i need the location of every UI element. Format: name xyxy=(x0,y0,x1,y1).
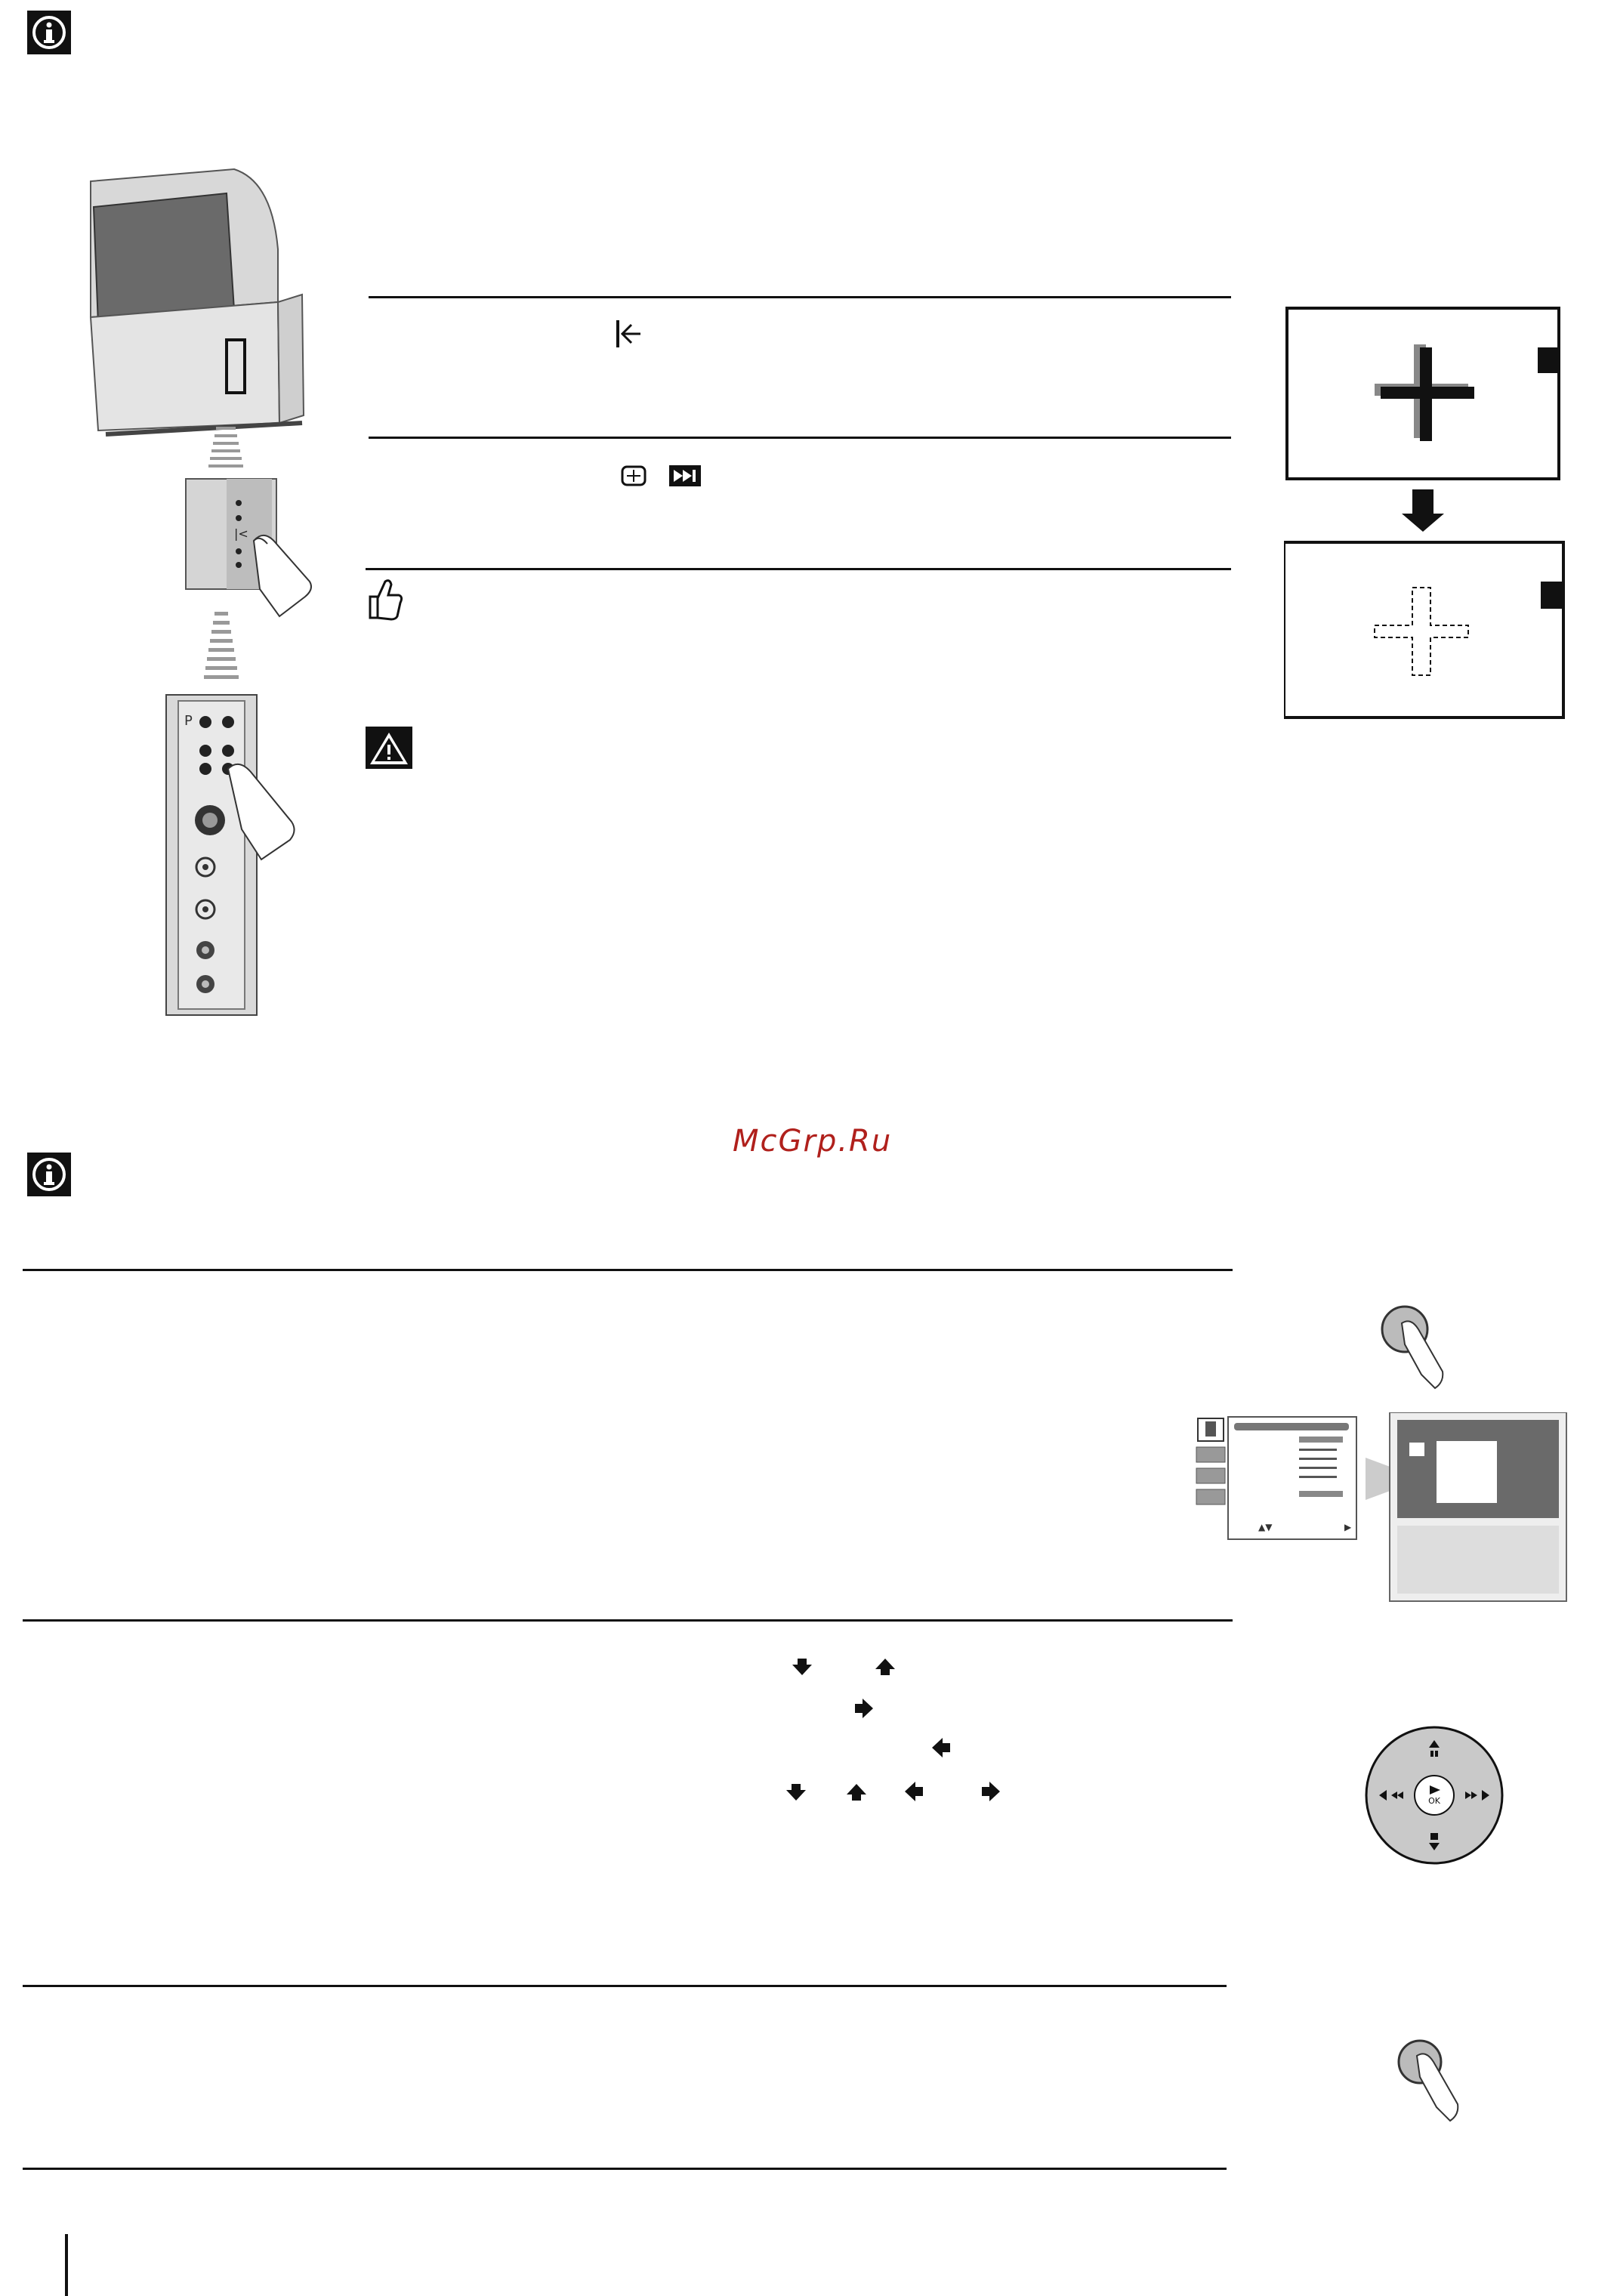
ok-label: OK xyxy=(1428,1796,1440,1806)
svg-text:P: P xyxy=(184,713,193,729)
section-rule xyxy=(23,2168,1227,2170)
section-rule xyxy=(369,437,1231,439)
arrow-right-icon xyxy=(980,1781,1001,1802)
info-icon xyxy=(27,1153,71,1196)
remote-directional-pad xyxy=(1364,1725,1504,1866)
connector-dashes-2 xyxy=(198,589,243,695)
picture-adjust-icon xyxy=(619,464,650,489)
arrow-left-icon xyxy=(930,1737,952,1758)
input-select-icon xyxy=(613,317,643,350)
page-margin-bar xyxy=(65,2234,68,2296)
arrow-up-icon xyxy=(875,1657,896,1677)
thumbs-up-icon xyxy=(363,576,405,622)
arrow-right-icon xyxy=(853,1698,875,1719)
fast-forward-icon xyxy=(668,464,702,488)
arrow-down-icon xyxy=(792,1657,813,1677)
watermark-text: McGrp.Ru xyxy=(733,1124,893,1159)
section-rule xyxy=(366,568,1231,570)
menu-on-tv-illustration xyxy=(1186,1412,1571,1609)
arrow-down-icon xyxy=(785,1782,807,1802)
connector-dashes xyxy=(202,423,248,483)
arrow-left-icon xyxy=(903,1781,924,1802)
svg-text:▲▼: ▲▼ xyxy=(1258,1522,1273,1532)
section-rule xyxy=(369,296,1231,298)
projection-tv-illustration xyxy=(76,166,317,438)
section-rule xyxy=(23,1269,1233,1271)
hand-press-button xyxy=(1390,2032,1473,2125)
section-rule xyxy=(23,1619,1233,1622)
arrow-up-icon xyxy=(846,1782,867,1802)
convergence-diagram xyxy=(1284,305,1566,728)
section-rule xyxy=(23,1985,1227,1987)
control-panel-illustration xyxy=(163,693,322,1018)
svg-text:▶: ▶ xyxy=(1344,1522,1352,1532)
svg-text:|<: |< xyxy=(234,526,248,541)
info-icon xyxy=(27,11,71,54)
warning-triangle-icon xyxy=(366,727,412,769)
hand-press-menu-button xyxy=(1375,1299,1458,1393)
